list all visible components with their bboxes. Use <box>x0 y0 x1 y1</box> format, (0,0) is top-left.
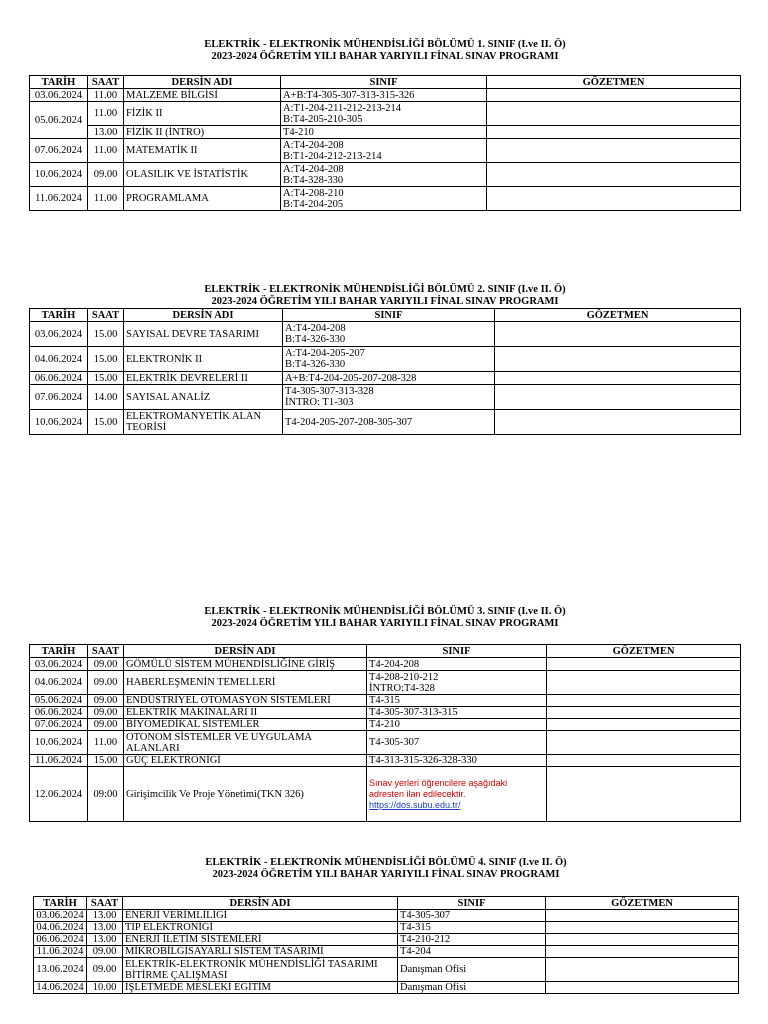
schedule-subtitle: 2023-2024 ÖĞRETİM YILI BAHAR YARIYILI FİNAL SINAV PROGRAMI <box>211 296 559 307</box>
table-row <box>30 89 741 102</box>
saat-cell: 11.00 <box>88 139 124 163</box>
header-gozetmen: GÖZETMEN <box>547 645 741 658</box>
schedule-class-3 <box>29 606 741 822</box>
ders-cell: ENERJİ İLETİM SİSTEMLERİ <box>123 934 398 946</box>
header-gozetmen: GÖZETMEN <box>487 76 741 89</box>
tarih-cell: 11.06.2024 <box>30 755 88 767</box>
header-sinif: SINIF <box>367 645 547 658</box>
sinif-cell <box>367 767 547 822</box>
header-ders: DERSİN ADI <box>124 309 283 322</box>
table-row <box>34 946 739 958</box>
table-row <box>34 958 739 982</box>
gozetmen-cell <box>547 671 741 695</box>
table-header-row <box>30 76 741 89</box>
sinif-cell: T4-305-307-313-315 <box>367 707 547 719</box>
saat-cell: 15.00 <box>88 322 124 347</box>
tarih-cell: 12.06.2024 <box>30 767 88 822</box>
exam-location-note: Sınav yerleri öğrencilere aşağıdaki adresten ilan edilecektir. <box>369 778 508 799</box>
tarih-cell: 03.06.2024 <box>30 89 88 102</box>
tarih-cell: 10.06.2024 <box>30 731 88 755</box>
tarih-cell: 03.06.2024 <box>34 910 87 922</box>
tarih-cell: 14.06.2024 <box>34 982 87 994</box>
table-row <box>30 410 741 435</box>
sinif-cell: T4-210 <box>281 126 487 139</box>
tarih-cell: 06.06.2024 <box>34 934 87 946</box>
sinif-cell: A:T4-204-205-207 B:T4-326-330 <box>283 347 495 372</box>
saat-cell: 09.00 <box>88 658 124 671</box>
ders-cell: HABERLEŞMENİN TEMELLERİ <box>124 671 367 695</box>
ders-cell: FİZİK II (İNTRO) <box>124 126 281 139</box>
sinif-cell: A+B:T4-204-205-207-208-328 <box>283 372 495 385</box>
header-tarih: TARİH <box>34 897 87 910</box>
gozetmen-cell <box>487 102 741 126</box>
gozetmen-cell <box>487 163 741 187</box>
table-row <box>30 187 741 211</box>
sinif-cell: T4-210-212 <box>398 934 546 946</box>
table-row <box>30 347 741 372</box>
tarih-cell: 05.06.2024 <box>30 695 88 707</box>
schedule-subtitle: 2023-2024 ÖĞRETİM YILI BAHAR YARIYILI FİNAL SINAV PROGRAMI <box>211 618 559 629</box>
gozetmen-cell <box>547 767 741 822</box>
table-row <box>30 139 741 163</box>
schedule-class-2 <box>29 284 741 435</box>
saat-cell: 09.00 <box>88 671 124 695</box>
saat-cell: 13.00 <box>87 922 123 934</box>
schedule-title: ELEKTRİK - ELEKTRONİK MÜHENDİSLİĞİ BÖLÜMÜ 4. SINIF (I.ve II. Ö) <box>205 857 567 868</box>
sinif-cell: T4-208-210-212 İNTRO:T4-328 <box>367 671 547 695</box>
header-gozetmen: GÖZETMEN <box>495 309 741 322</box>
sinif-cell: T4-204-205-207-208-305-307 <box>283 410 495 435</box>
saat-cell: 15.00 <box>88 410 124 435</box>
saat-cell: 11.00 <box>88 731 124 755</box>
exam-table <box>33 896 739 994</box>
sinif-cell: A:T4-208-210 B:T4-204-205 <box>281 187 487 211</box>
schedule-title: ELEKTRİK - ELEKTRONİK MÜHENDİSLİĞİ BÖLÜMÜ 1. SINIF (I.ve II. Ö) <box>204 39 566 50</box>
gozetmen-cell <box>546 958 739 982</box>
sinif-cell: T4-210 <box>367 719 547 731</box>
header-tarih: TARİH <box>30 309 88 322</box>
schedule-class-4 <box>33 857 739 994</box>
sinif-cell: T4-315 <box>367 695 547 707</box>
saat-cell: 13.00 <box>87 934 123 946</box>
tarih-cell: 04.06.2024 <box>30 347 88 372</box>
schedule-subtitle: 2023-2024 ÖĞRETİM YILI BAHAR YARIYILI FİNAL SINAV PROGRAMI <box>212 869 560 880</box>
table-row <box>30 102 741 126</box>
table-row <box>30 731 741 755</box>
ders-cell: SAYISAL DEVRE TASARIMI <box>124 322 283 347</box>
ders-cell: ENDÜSTRİYEL OTOMASYON SİSTEMLERİ <box>124 695 367 707</box>
table-row <box>30 385 741 410</box>
gozetmen-cell <box>547 658 741 671</box>
tarih-cell: 11.06.2024 <box>30 187 88 211</box>
ders-cell: TIP ELEKTRONİĞİ <box>123 922 398 934</box>
table-row <box>30 767 741 822</box>
sinif-cell: A+B:T4-305-307-313-315-326 <box>281 89 487 102</box>
ders-cell: ELEKTROMANYETİK ALAN TEORİSİ <box>124 410 283 435</box>
table-row <box>30 372 741 385</box>
ders-cell: MALZEME BİLGİSİ <box>124 89 281 102</box>
tarih-cell: 10.06.2024 <box>30 410 88 435</box>
table-header-row <box>34 897 739 910</box>
gozetmen-cell <box>546 910 739 922</box>
saat-cell: 15.00 <box>88 372 124 385</box>
gozetmen-cell <box>495 385 741 410</box>
saat-cell: 09.00 <box>87 946 123 958</box>
gozetmen-cell <box>546 934 739 946</box>
tarih-cell: 05.06.2024 <box>30 102 88 139</box>
header-sinif: SINIF <box>283 309 495 322</box>
saat-cell: 09.00 <box>88 695 124 707</box>
saat-cell: 15.00 <box>88 347 124 372</box>
header-ders: DERSİN ADI <box>124 76 281 89</box>
table-row <box>34 922 739 934</box>
schedule-subtitle: 2023-2024 ÖĞRETİM YILI BAHAR YARIYILI FİNAL SINAV PROGRAMI <box>211 51 559 62</box>
table-row <box>30 755 741 767</box>
tarih-cell: 07.06.2024 <box>30 139 88 163</box>
sinif-cell: T4-305-307 <box>367 731 547 755</box>
table-row <box>34 910 739 922</box>
header-tarih: TARİH <box>30 645 88 658</box>
tarih-cell: 11.06.2024 <box>34 946 87 958</box>
sinif-cell: A:T1-204-211-212-213-214 B:T4-205-210-305 <box>281 102 487 126</box>
saat-cell: 15.00 <box>88 755 124 767</box>
sinif-cell: A:T4-204-208 B:T4-326-330 <box>283 322 495 347</box>
gozetmen-cell <box>487 139 741 163</box>
sinif-cell: Danışman Ofisi <box>398 958 546 982</box>
header-ders: DERSİN ADI <box>124 645 367 658</box>
table-row <box>30 658 741 671</box>
ders-cell: İŞLETMEDE MESLEKİ EĞİTİM <box>123 982 398 994</box>
ders-cell: GÖMÜLÜ SİSTEM MÜHENDİSLİĞİNE GİRİŞ <box>124 658 367 671</box>
sinif-cell: T4-315 <box>398 922 546 934</box>
table-row <box>30 719 741 731</box>
table-row <box>30 671 741 695</box>
table-row <box>30 695 741 707</box>
ders-cell: BİYOMEDİKAL SİSTEMLER <box>124 719 367 731</box>
header-saat: SAAT <box>88 76 124 89</box>
exam-table <box>29 308 741 435</box>
ders-cell: MİKROBİLGİSAYARLI SİSTEM TASARIMI <box>123 946 398 958</box>
ders-cell: OLASILIK VE İSTATİSTİK <box>124 163 281 187</box>
sinif-cell: T4-305-307 <box>398 910 546 922</box>
sinif-cell: Danışman Ofisi <box>398 982 546 994</box>
gozetmen-cell <box>546 982 739 994</box>
tarih-cell: 10.06.2024 <box>30 163 88 187</box>
sinif-cell: T4-204-208 <box>367 658 547 671</box>
header-saat: SAAT <box>87 897 123 910</box>
tarih-cell: 03.06.2024 <box>30 658 88 671</box>
saat-cell: 09:00 <box>88 767 124 822</box>
ders-cell: Girişimcilik Ve Proje Yönetimi(TKN 326) <box>124 767 367 822</box>
ders-cell: OTONOM SİSTEMLER VE UYGULAMA ALANLARI <box>124 731 367 755</box>
tarih-cell: 06.06.2024 <box>30 707 88 719</box>
ders-cell: ELEKTRİK MAKİNALARI II <box>124 707 367 719</box>
table-row <box>34 934 739 946</box>
ders-cell: ELEKTRONİK II <box>124 347 283 372</box>
header-sinif: SINIF <box>281 76 487 89</box>
tarih-cell: 07.06.2024 <box>30 385 88 410</box>
tarih-cell: 06.06.2024 <box>30 372 88 385</box>
sinif-cell: A:T4-204-208 B:T4-328-330 <box>281 163 487 187</box>
schedule-title: ELEKTRİK - ELEKTRONİK MÜHENDİSLİĞİ BÖLÜMÜ 2. SINIF (I.ve II. Ö) <box>204 284 566 295</box>
saat-cell: 09.00 <box>88 163 124 187</box>
ders-cell: GÜÇ ELEKTRONİĞİ <box>124 755 367 767</box>
saat-cell: 09.00 <box>88 719 124 731</box>
gozetmen-cell <box>547 755 741 767</box>
gozetmen-cell <box>547 707 741 719</box>
ders-cell: ELEKTRİK-ELEKTRONİK MÜHENDİSLİĞİ TASARIMI BİTİRME ÇALIŞMASI <box>123 958 398 982</box>
table-row <box>30 707 741 719</box>
header-gozetmen: GÖZETMEN <box>546 897 739 910</box>
header-saat: SAAT <box>88 309 124 322</box>
gozetmen-cell <box>546 922 739 934</box>
saat-cell: 11.00 <box>88 187 124 211</box>
header-ders: DERSİN ADI <box>123 897 398 910</box>
saat-cell: 13.00 <box>88 126 124 139</box>
table-row <box>30 163 741 187</box>
table-row <box>30 322 741 347</box>
gozetmen-cell <box>547 719 741 731</box>
gozetmen-cell <box>487 187 741 211</box>
ders-cell: FİZİK II <box>124 102 281 126</box>
sinif-cell: T4-305-307-313-328 İNTRO: T1-303 <box>283 385 495 410</box>
sinif-cell: T4-204 <box>398 946 546 958</box>
gozetmen-cell <box>495 372 741 385</box>
header-tarih: TARİH <box>30 76 88 89</box>
gozetmen-cell <box>495 347 741 372</box>
schedule-title: ELEKTRİK - ELEKTRONİK MÜHENDİSLİĞİ BÖLÜMÜ 3. SINIF (I.ve II. Ö) <box>204 606 566 617</box>
saat-cell: 09.00 <box>88 707 124 719</box>
gozetmen-cell <box>487 126 741 139</box>
table-header-row <box>30 309 741 322</box>
header-saat: SAAT <box>88 645 124 658</box>
dos-link[interactable]: https://dos.subu.edu.tr/ <box>369 800 461 810</box>
table-header-row <box>30 645 741 658</box>
gozetmen-cell <box>547 731 741 755</box>
tarih-cell: 04.06.2024 <box>30 671 88 695</box>
tarih-cell: 13.06.2024 <box>34 958 87 982</box>
gozetmen-cell <box>547 695 741 707</box>
saat-cell: 10.00 <box>87 982 123 994</box>
table-row <box>34 982 739 994</box>
gozetmen-cell <box>495 322 741 347</box>
header-sinif: SINIF <box>398 897 546 910</box>
tarih-cell: 04.06.2024 <box>34 922 87 934</box>
ders-cell: ELEKTRİK DEVRELERİ II <box>124 372 283 385</box>
saat-cell: 09.00 <box>87 958 123 982</box>
gozetmen-cell <box>546 946 739 958</box>
schedule-class-1 <box>29 39 741 211</box>
exam-table <box>29 75 741 211</box>
table-row <box>30 126 741 139</box>
ders-cell: PROGRAMLAMA <box>124 187 281 211</box>
sinif-cell: T4-313-315-326-328-330 <box>367 755 547 767</box>
ders-cell: SAYISAL ANALİZ <box>124 385 283 410</box>
saat-cell: 11.00 <box>88 102 124 126</box>
saat-cell: 13.00 <box>87 910 123 922</box>
saat-cell: 14.00 <box>88 385 124 410</box>
ders-cell: ENERJİ VERİMLİLİĞİ <box>123 910 398 922</box>
tarih-cell: 07.06.2024 <box>30 719 88 731</box>
sinif-cell: A:T4-204-208 B:T1-204-212-213-214 <box>281 139 487 163</box>
gozetmen-cell <box>487 89 741 102</box>
ders-cell: MATEMATİK II <box>124 139 281 163</box>
gozetmen-cell <box>495 410 741 435</box>
tarih-cell: 03.06.2024 <box>30 322 88 347</box>
exam-table <box>29 644 741 822</box>
saat-cell: 11.00 <box>88 89 124 102</box>
